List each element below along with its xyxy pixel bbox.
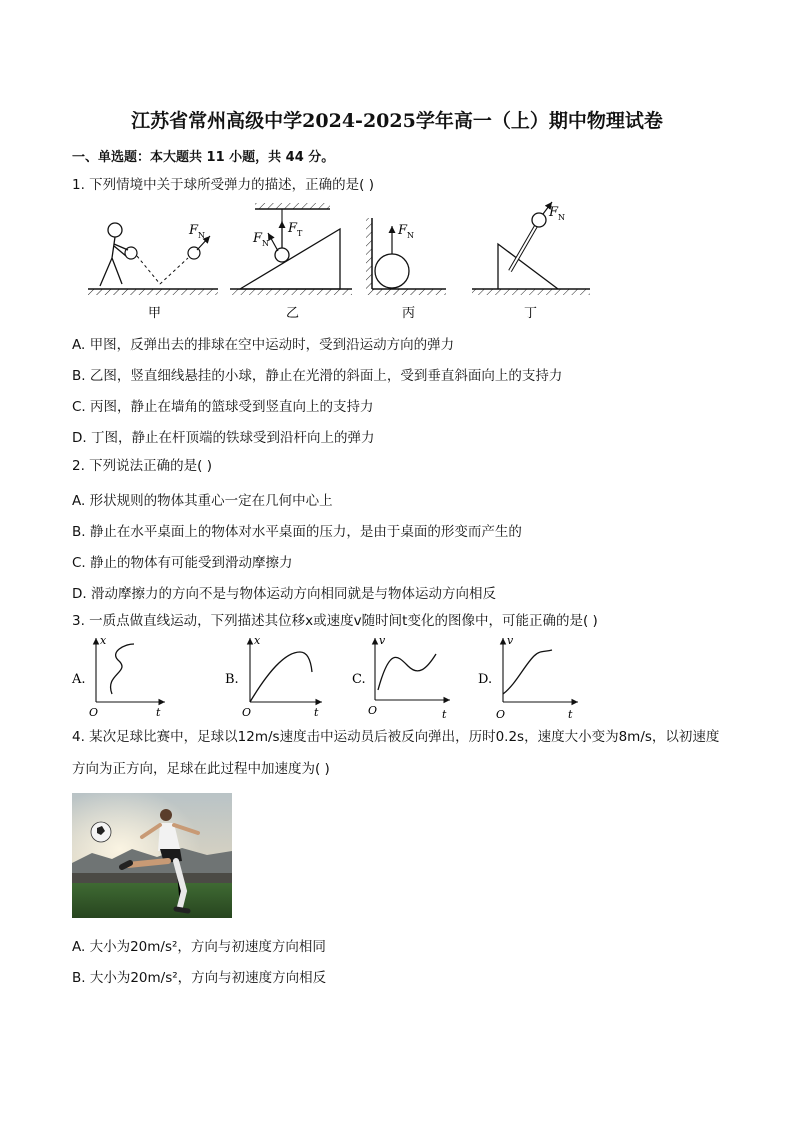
graph-c-t-label: t [442,708,447,721]
graph-b-label: B. [225,672,239,687]
ft-sub-yi: T [297,229,303,238]
fn-label-yi: F [253,231,263,246]
graph-c-origin: O [368,704,378,717]
graph-d-origin: O [496,708,506,721]
question-1-stem: 1. 下列情境中关于球所受弹力的描述，正确的是( ) [72,177,374,193]
fn-label-jia: F [189,223,199,238]
fn-sub-bing: N [407,231,414,240]
ft-label-yi: F [288,221,298,236]
question-1-option-d: D. 丁图，静止在杆顶端的铁球受到沿杆向上的弹力 [72,430,375,446]
graph-b-y-label: x [254,634,261,647]
fn-sub-jia: N [198,231,205,240]
question-2-option-d: D. 滑动摩擦力的方向不是与物体运动方向相同就是与物体运动方向相反 [72,586,496,602]
figure-yi [230,203,352,321]
graph-a-label: A. [72,672,86,687]
figure-bing [366,218,446,321]
graph-b [225,634,322,719]
question-1-option-c: C. 丙图，静止在墙角的篮球受到竖直向上的支持力 [72,399,374,415]
question-1-option-b: B. 乙图，竖直细线悬挂的小球，静止在光滑的斜面上，受到垂直斜面向上的支持力 [72,368,563,384]
graph-a-y-label: x [100,634,107,647]
graph-c-label: C. [352,672,366,687]
graph-a-t-label: t [156,706,161,719]
fn-label-bing: F [398,223,408,238]
graph-a-origin: O [89,706,99,719]
soccer-player-photo [72,793,232,918]
graph-a [71,634,165,719]
question-3-graphs [0,632,794,722]
fn-label-ding: F [549,205,559,220]
question-4-option-b: B. 大小为20m/s²，方向与初速度方向相反 [72,970,327,986]
section-heading: 一、单选题：本大题共 11 小题，共 44 分。 [72,150,335,165]
question-4-stem: 4. 某次足球比赛中，足球以12m/s速度击中运动员后被反向弹出，历时0.2s，速度大小变为8m/s，以初速度方向为正方向，足球在此过程中加速度为( ) [72,729,720,777]
question-1-option-a: A. 甲图，反弹出去的排球在空中运动时，受到沿运动方向的弹力 [72,337,455,353]
graph-d [478,634,578,721]
figure-jia [88,223,218,321]
graph-d-label: D. [478,672,493,687]
graph-c-y-label: v [379,634,386,647]
graph-b-origin: O [242,706,252,719]
graph-d-y-label: v [507,634,514,647]
figure-ding [472,202,590,321]
question-1-figures [0,196,794,326]
question-3-stem: 3. 一质点做直线运动，下列描述其位移x或速度v随时间t变化的图像中，可能正确的是( ) [72,613,598,629]
figure-label-yi: 乙 [286,306,300,321]
question-2-option-c: C. 静止的物体有可能受到滑动摩擦力 [72,555,293,571]
figure-label-bing: 丙 [402,306,416,321]
graph-b-t-label: t [314,706,319,719]
question-2-stem: 2. 下列说法正确的是( ) [72,458,212,474]
graph-c [352,634,450,721]
fn-sub-yi: N [262,239,269,248]
page-title: 江苏省常州高级中学2024-2025学年高一（上）期中物理试卷 [131,110,663,132]
question-2-option-b: B. 静止在水平桌面上的物体对水平桌面的压力，是由于桌面的形变而产生的 [72,524,522,540]
question-2-option-a: A. 形状规则的物体其重心一定在几何中心上 [72,493,333,509]
figure-label-ding: 丁 [524,306,538,321]
figure-label-jia: 甲 [148,306,162,321]
graph-d-t-label: t [568,708,573,721]
question-4-option-a: A. 大小为20m/s²，方向与初速度方向相同 [72,939,326,955]
fn-sub-ding: N [558,213,565,222]
